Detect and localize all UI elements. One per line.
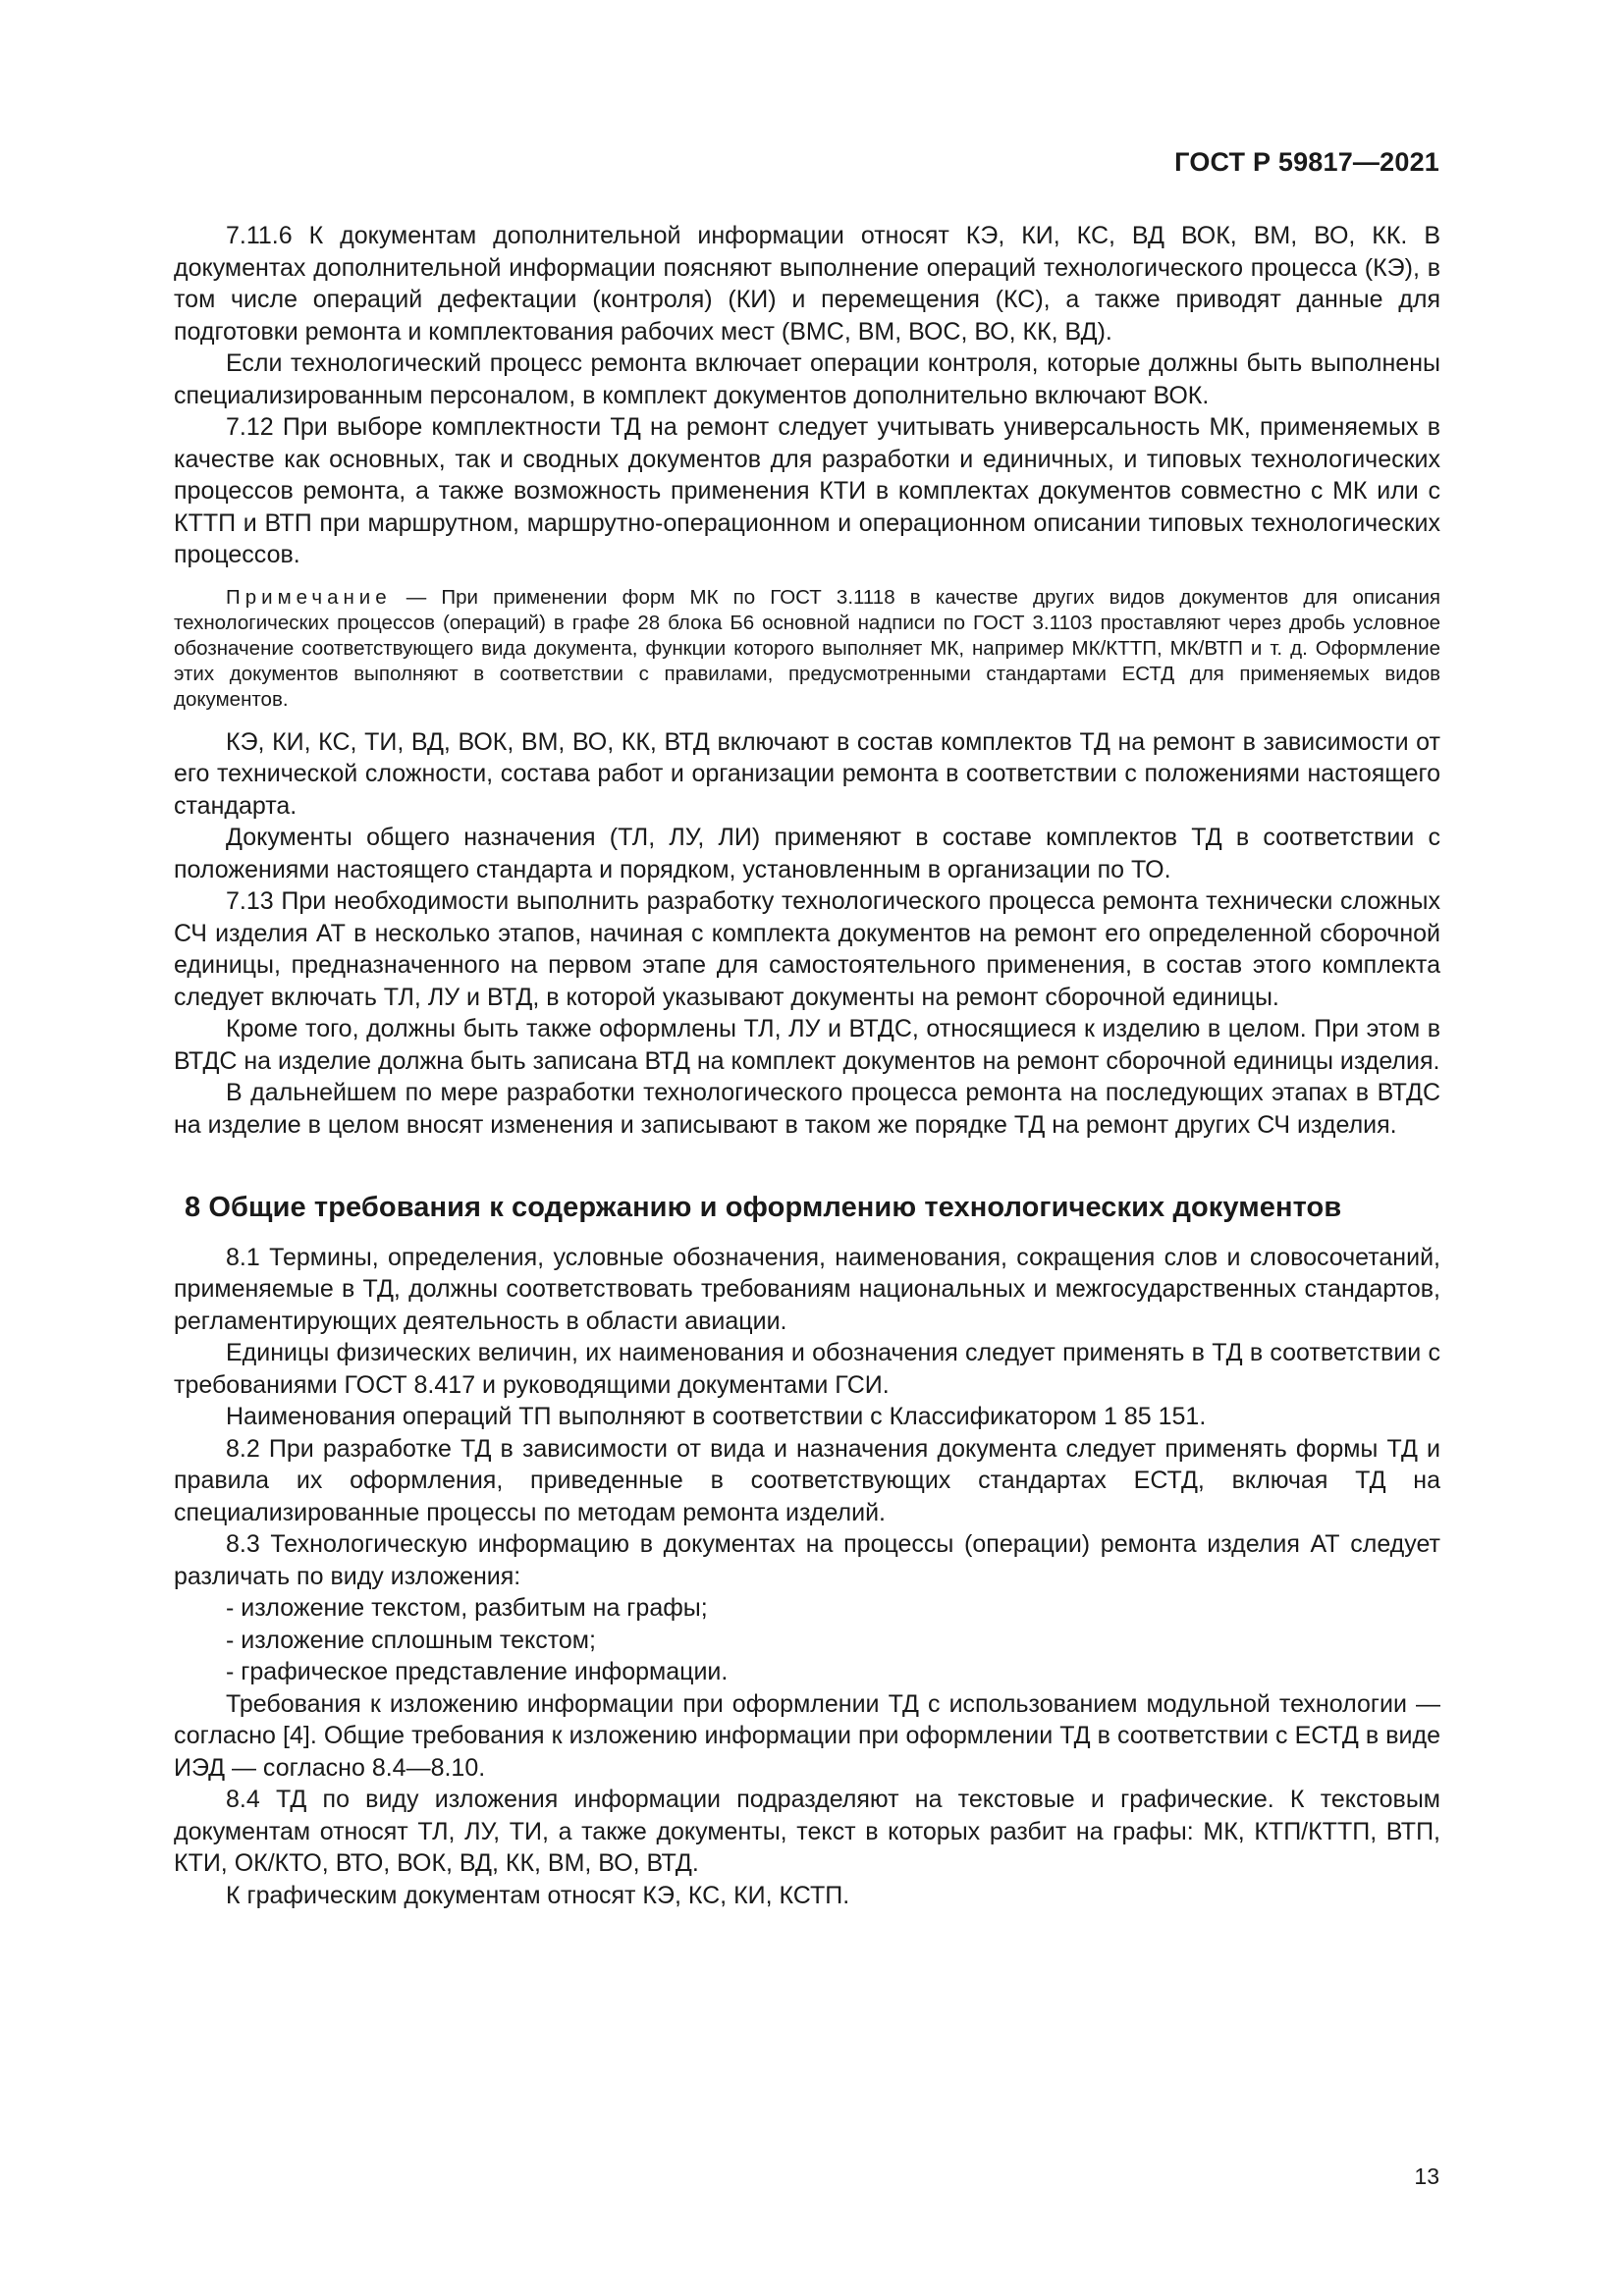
paragraph-kits: КЭ, КИ, КС, ТИ, ВД, ВОК, ВМ, ВО, КК, ВТД включают в состав комплектов ТД на ремонт в зависимости от его технической сложности, состава работ и организации ремонта в соответствии с положениями настоящего стандарта. (174, 727, 1440, 820)
paragraph-besides: Кроме того, должны быть также оформлены ТЛ, ЛУ и ВТДС, относящиеся к изделию в целом. При этом в ВТДС на изделие должна быть записана ВТД на комплект документов на ремонт сборочной единицы изделия. (174, 1015, 1440, 1075)
paragraph-requirements: Требования к изложению информации при оформлении ТД с использованием модульной технологии — согласно [4]. Общие требования к изложению информации при оформлении ТД в соответствии с ЕСТД в виде ИЭД — согласно 8.4—8.10. (174, 1689, 1440, 1782)
paragraph-operations: Наименования операций ТП выполняют в соответствии с Классификатором 1 85 151. (226, 1403, 1207, 1430)
section-8-heading: 8 Общие требования к содержанию и оформлению технологических документов (185, 1192, 1342, 1223)
paragraph-7-12: 7.12 При выборе комплектности ТД на ремонт следует учитывать универсальность МК, применяемых в качестве как основных, так и сводных документов для разработки и единичных, и типовых технологических процессов ремонта, а также возможность применения КТИ в комплектах документов совместно с МК или с КТТП и ВТП при маршрутном, маршрутно-операционном и операционном описании типовых технологических процессов. (174, 413, 1440, 568)
paragraph-8-3: 8.3 Технологическую информацию в документах на процессы (операции) ремонта изделия АТ следует различать по виду изложения: (174, 1530, 1440, 1590)
paragraph-7-11-6: 7.11.6 К документам дополнительной информации относят КЭ, КИ, КС, ВД ВОК, ВМ, ВО, КК. В документах дополнительной информации поясняют выполнение операций технологического процесса (КЭ), в том числе операций дефектации (контроля) (КИ) и перемещения (КС), а также приводят данные для подготовки ремонта и комплектования рабочих мест (ВМС, ВМ, ВОС, ВО, КК, ВД). (174, 222, 1440, 346)
note-label: Примечание (226, 585, 392, 609)
list-item: - изложение текстом, разбитым на графы; (226, 1594, 708, 1622)
paragraph-further: В дальнейшем по мере разработки технологического процесса ремонта на последующих этапах в ВТДС на изделие в целом вносят изменения и записывают в таком же порядке ТД на ремонт других СЧ изделия. (174, 1079, 1440, 1139)
list-item: - изложение сплошным текстом; (226, 1626, 596, 1654)
note-block (174, 585, 1440, 713)
paragraph-7-13: 7.13 При необходимости выполнить разработку технологического процесса ремонта технически сложных СЧ изделия АТ в несколько этапов, начиная с комплекта документов на ремонт его определенной сборочной единицы, предназначенного на первом этапе для самостоятельного применения, в состав этого комплекта следует включать ТЛ, ЛУ и ВТД, в которой указывают документы на ремонт сборочной единицы. (174, 887, 1440, 1011)
paragraph-8-4: 8.4 ТД по виду изложения информации подразделяют на текстовые и графические. К текстовым документам относят ТЛ, ЛУ, ТИ, а также документы, текст в которых разбит на графы: МК, КТП/КТТП, ВТП, КТИ, ОК/КТО, ВТО, ВОК, ВД, КК, ВМ, ВО, ВТД. (174, 1786, 1440, 1877)
paragraph-8-2: 8.2 При разработке ТД в зависимости от вида и назначения документа следует применять формы ТД и правила их оформления, приведенные в соответствующих стандартах ЕСТД, включая ТД на специализированные процессы по методам ремонта изделий. (174, 1434, 1440, 1526)
page-number: 13 (1414, 2163, 1439, 2189)
document-body (174, 220, 1440, 1911)
paragraph-units: Единицы физических величин, их наименования и обозначения следует применять в ТД в соответствии с требованиями ГОСТ 8.417 и руководящими документами ГСИ. (174, 1339, 1440, 1399)
paragraph-8-1: 8.1 Термины, определения, условные обозначения, наименования, сокращения слов и словосочетаний, применяемые в ТД, должны соответствовать требованиям национальных и межгосударственных стандартов, регламентирующих деятельность в области авиации. (174, 1243, 1440, 1335)
document-code-header: ГОСТ Р 59817—2021 (1174, 147, 1439, 177)
paragraph-general-documents: Документы общего назначения (ТЛ, ЛУ, ЛИ) применяют в составе комплектов ТД в соответствии с положениями настоящего стандарта и порядком, установленным в организации по ТО. (174, 824, 1440, 883)
note-text: — При применении форм МК по ГОСТ 3.1118 в качестве других видов документов для описания технологических процессов (операций) в графе 28 блока Б6 основной надписи по ГОСТ 3.1103 проставляют через дробь условное обозначение соответствующего вида документа, функции которого выполняет МК, например МК/КТТП, МК/ВТП и т. д. Оформление этих документов выполняют в соответствии с правилами, предусмотренными стандартами ЕСТД для применяемых видов документов. (174, 585, 1440, 711)
paragraph-control-operations: Если технологический процесс ремонта включает операции контроля, которые должны быть выполнены специализированным персоналом, в комплект документов дополнительно включают ВОК. (174, 349, 1440, 409)
list-item: - графическое представление информации. (226, 1658, 729, 1685)
paragraph-graphic-documents: К графическим документам относят КЭ, КС, КИ, КСТП. (226, 1881, 850, 1909)
